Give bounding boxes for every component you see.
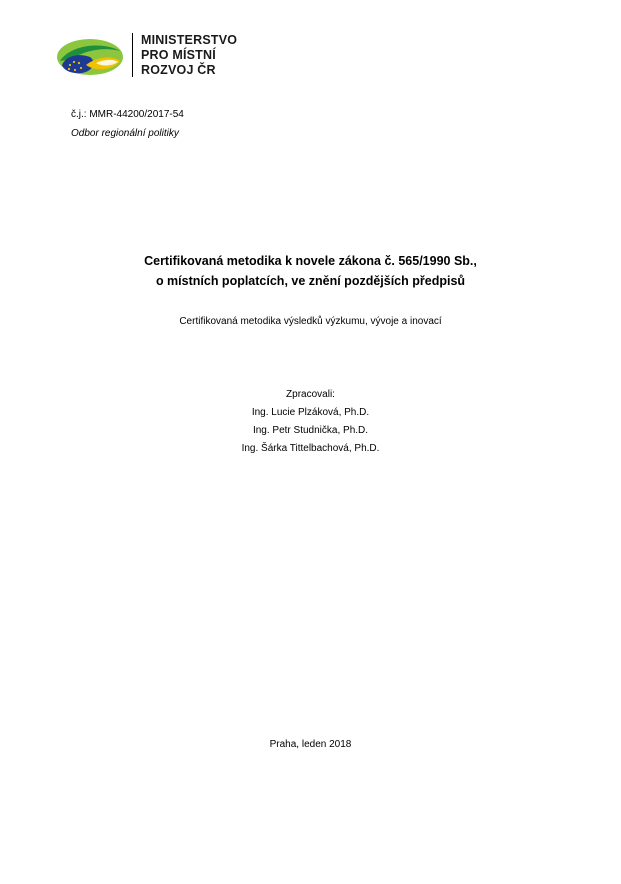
logo-divider	[132, 33, 133, 77]
document-title	[0, 251, 621, 291]
place-and-date: Praha, leden 2018	[269, 739, 352, 750]
mmr-logo-icon	[56, 35, 124, 77]
ministry-logo	[56, 33, 246, 81]
authors-block	[0, 386, 621, 458]
logo-line-2: PRO MÍSTNÍ	[141, 48, 216, 62]
title-line-2: o místních poplatcích, ve znění pozdějších předpisů	[155, 274, 466, 288]
title-line-1: Certifikovaná metodika k novele zákona č. 565/1990 Sb.,	[144, 254, 477, 268]
logo-line-3: ROZVOJ ČR	[141, 63, 216, 77]
author-name: Ing. Šárka Tittelbachová, Ph.D.	[241, 443, 380, 454]
reference-number: č.j.: MMR-44200/2017-54	[71, 109, 184, 120]
document-reference	[71, 105, 184, 143]
author-name: Ing. Lucie Plzáková, Ph.D.	[251, 407, 370, 418]
logo-line-1: MINISTERSTVO	[141, 33, 238, 47]
department-name: Odbor regionální politiky	[71, 128, 179, 139]
document-subtitle: Certifikovaná metodika výsledků výzkumu, vývoje a inovací	[179, 316, 442, 327]
authors-heading: Zpracovali:	[286, 389, 335, 400]
logo-wordmark	[141, 33, 237, 78]
author-name: Ing. Petr Studnička, Ph.D.	[252, 425, 369, 436]
